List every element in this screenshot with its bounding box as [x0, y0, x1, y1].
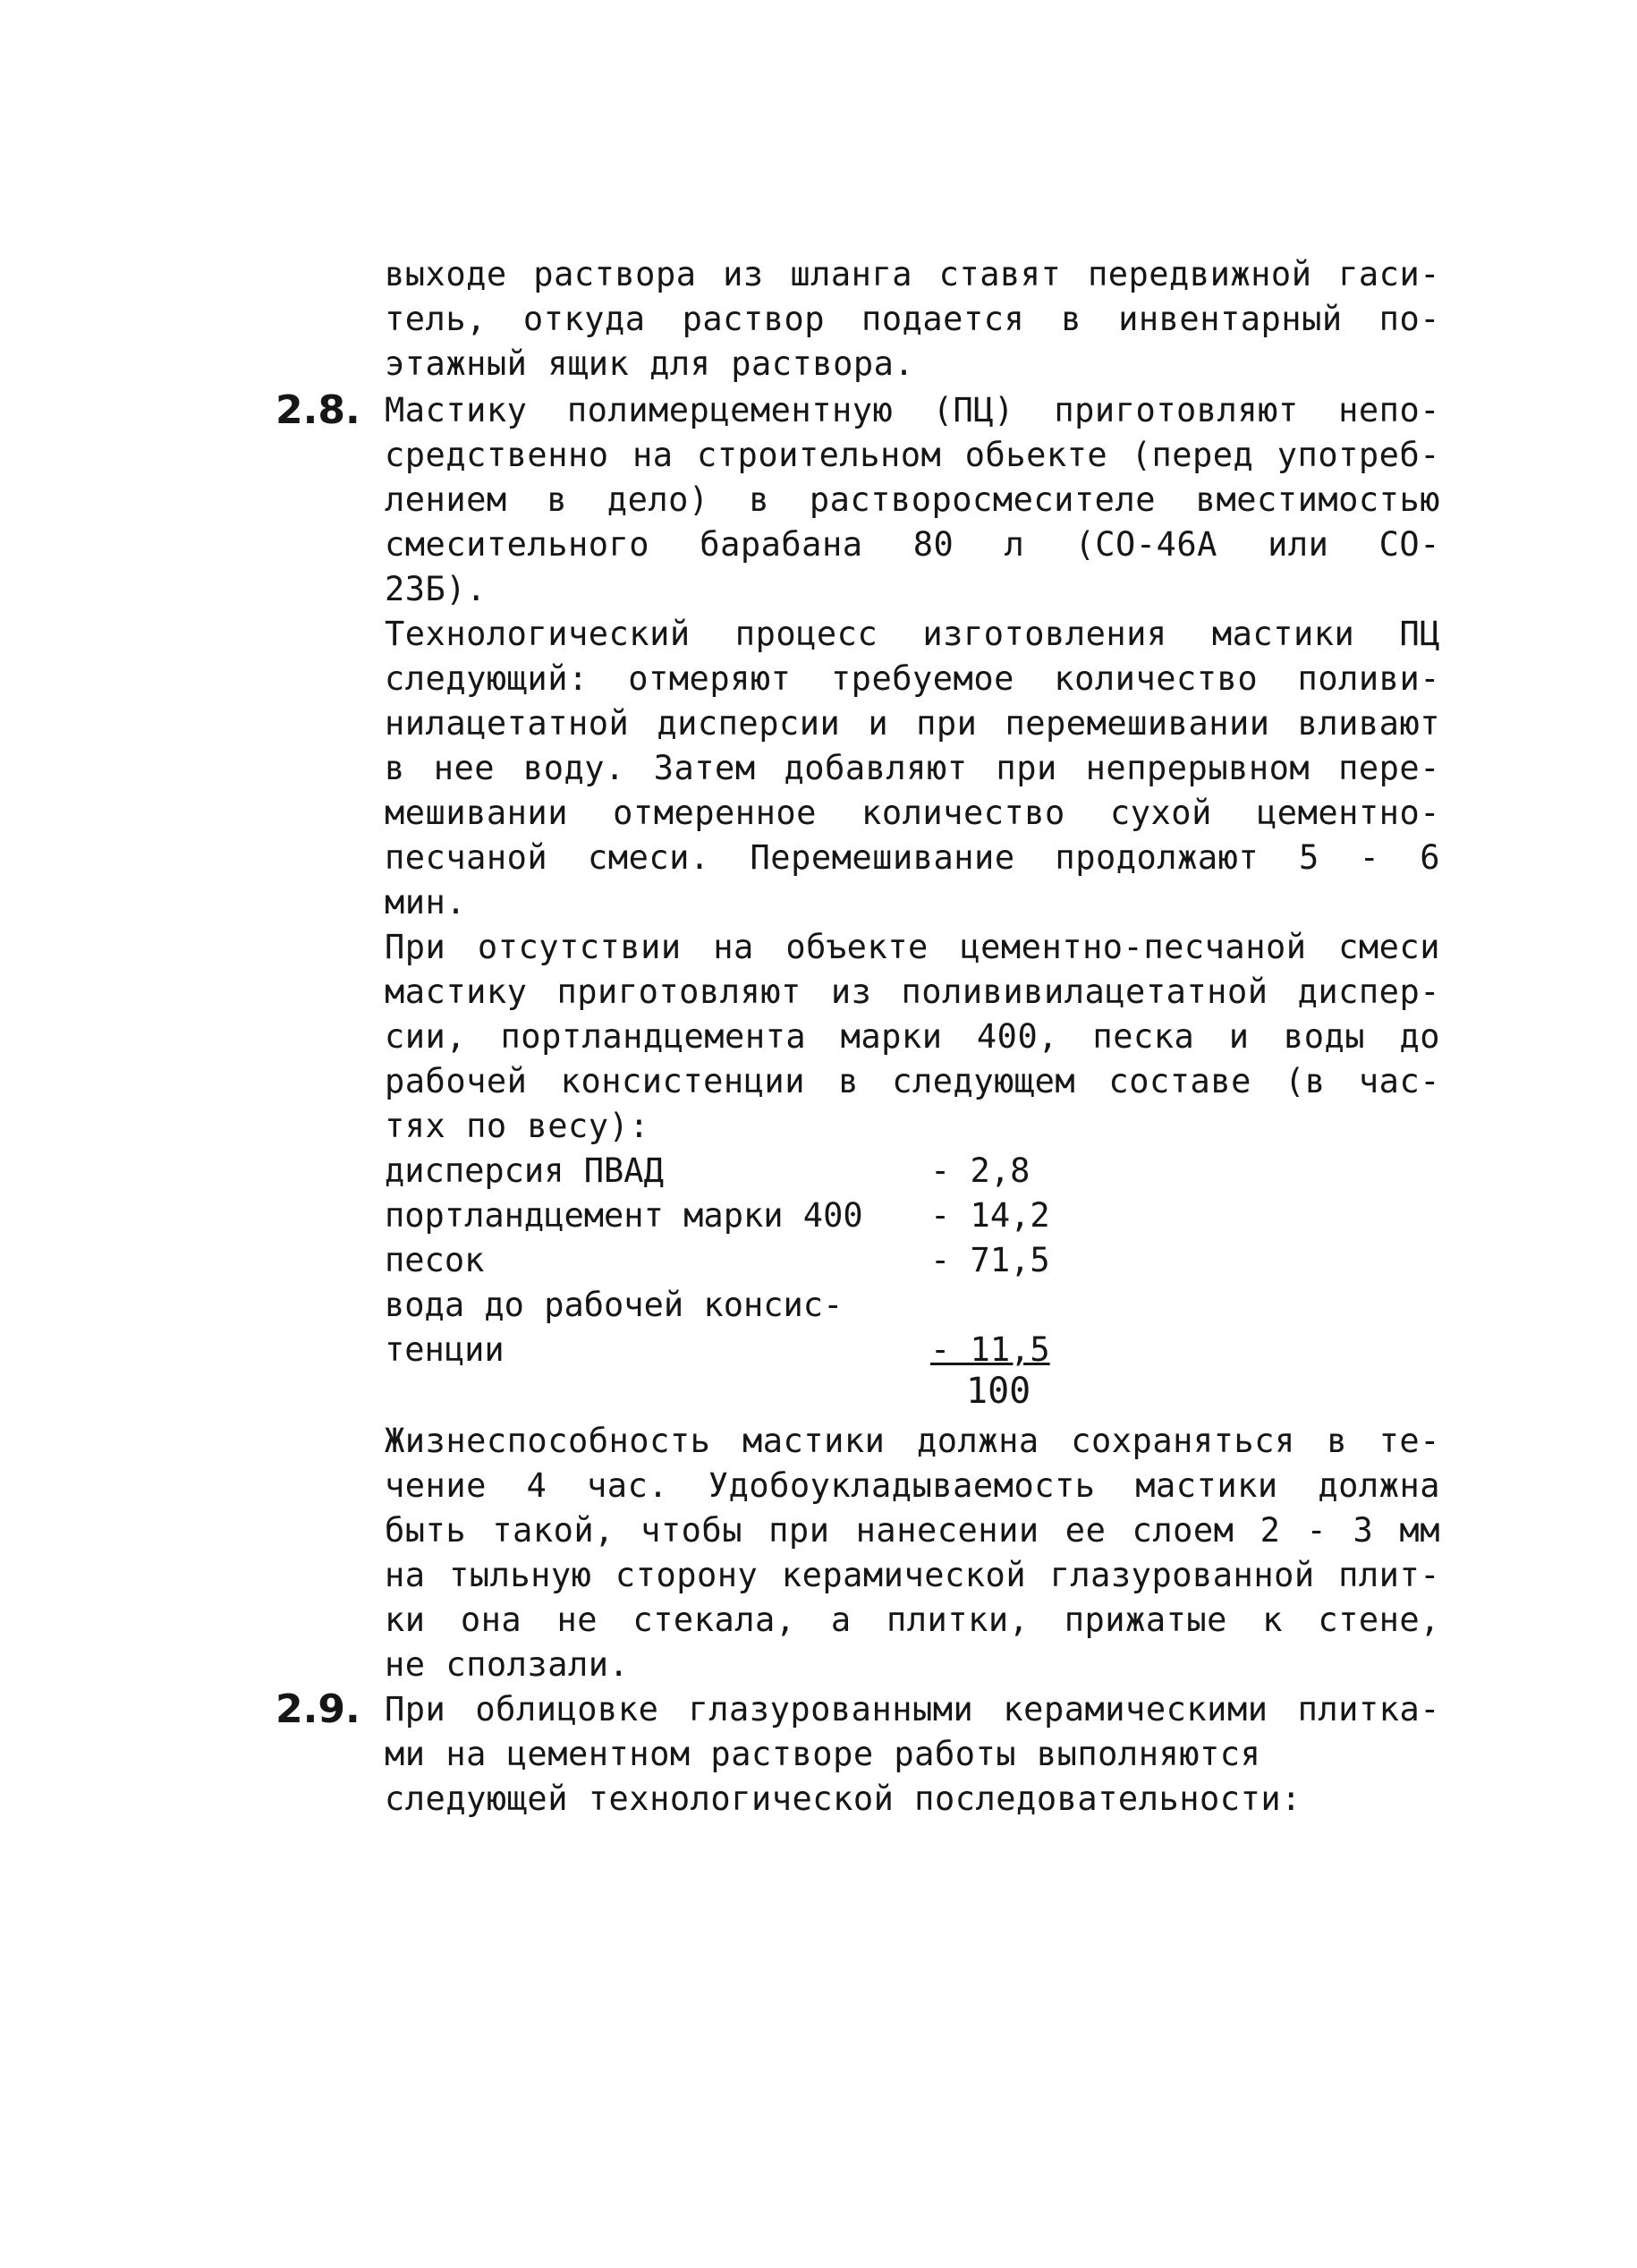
text-line: мастику приготовляют из полививилацетатной диспер-: [385, 973, 1440, 1011]
text-line: этажный ящик для раствора.: [385, 344, 915, 383]
text-line: тель, откуда раствор подается в инвентарный по-: [385, 300, 1440, 338]
composition-item-value: - 14,2: [930, 1196, 1050, 1235]
text-line: быть такой, чтобы при нанесении ее слоем 2 - 3 мм: [385, 1511, 1440, 1550]
text-line: следующий: отмеряют требуемое количество поливи-: [385, 659, 1440, 698]
text-line: рабочей консистенции в следующем составе (в час-: [385, 1062, 1440, 1100]
text-line: нилацетатной дисперсии и при перемешивании вливают: [385, 704, 1440, 743]
text-line: сии, портландцемента марки 400, песка и воды до: [385, 1017, 1440, 1056]
text-line: следующей технологической последовательности:: [385, 1780, 1302, 1818]
composition-item-value: - 11,5: [930, 1330, 1050, 1369]
text-line: При облицовке глазурованными керамическими плитка-: [385, 1690, 1440, 1729]
text-line: мешивании отмеренное количество сухой цементно-: [385, 794, 1440, 832]
text-line: на тыльную сторону керамической глазурованной плит-: [385, 1556, 1440, 1594]
text-line: лением в дело) в растворосмесителе вместимостью: [385, 480, 1440, 519]
text-line: мин.: [385, 883, 467, 922]
composition-item-value: - 71,5: [930, 1241, 1050, 1279]
text-line: ми на цементном растворе работы выполняются: [385, 1735, 1261, 1773]
text-line: При отсутствии на объекте цементно-песчаной смеси: [385, 928, 1440, 966]
text-line: Жизнеспособность мастики должна сохраняться в те-: [385, 1422, 1440, 1460]
composition-item-value: - 2,8: [930, 1151, 1031, 1190]
text-line: тях по весу):: [385, 1107, 650, 1145]
composition-total: 100: [966, 1371, 1031, 1412]
text-line: средственно на строительном обьекте (перед употреб-: [385, 436, 1440, 474]
text-line: выходе раствора из шланга ставят передвижной гаси-: [385, 255, 1440, 293]
composition-item-name: вода до рабочей консис-: [385, 1286, 844, 1324]
text-line: в нее воду. Затем добавляют при непрерывном пере-: [385, 749, 1440, 787]
text-line: чение 4 час. Удобоукладываемость мастики должна: [385, 1466, 1440, 1505]
text-line: 23Б).: [385, 570, 487, 608]
section-number: 2.8.: [276, 387, 360, 433]
composition-item-name: тенции: [385, 1330, 505, 1369]
section-number: 2.9.: [276, 1686, 360, 1732]
text-line: песчаной смеси. Перемешивание продолжают 5 - 6: [385, 838, 1440, 877]
composition-item-name: песок: [385, 1241, 485, 1279]
text-line: ки она не стекала, а плитки, прижатые к стене,: [385, 1601, 1440, 1639]
text-line: смесительного барабана 80 л (СО-46А или СО-: [385, 525, 1440, 564]
text-line: Мастику полимерцементную (ПЦ) приготовляют непо-: [385, 391, 1440, 429]
composition-item-name: портландцемент марки 400: [385, 1196, 863, 1235]
text-line: Технологический процесс изготовления мастики ПЦ: [385, 615, 1440, 653]
text-line: не сползали.: [385, 1645, 630, 1684]
composition-item-name: дисперсия ПВАД: [385, 1151, 664, 1190]
